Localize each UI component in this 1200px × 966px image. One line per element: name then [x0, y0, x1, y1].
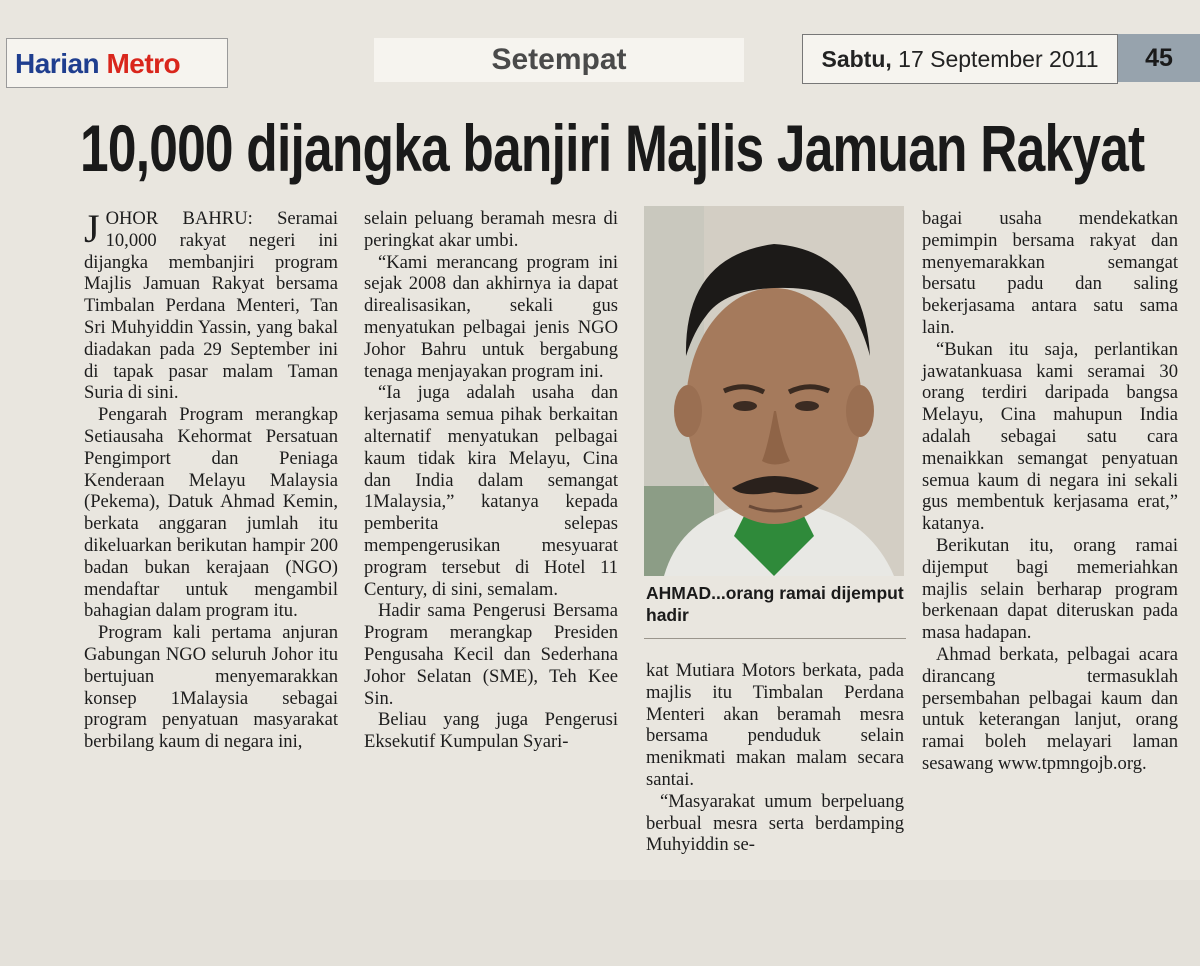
article-column-3 [646, 660, 904, 856]
paragraph: Berikutan itu, orang ramai dijemput bagi memeriahkan majlis selain berharap program berkenaan dapat diteruskan pada masa hadapan. [922, 534, 1178, 644]
article-column-4 [922, 208, 1178, 775]
publication-date [802, 34, 1118, 84]
article-column-2 [364, 208, 618, 753]
paragraph: kat Mutiara Motors berkata, pada majlis itu Timbalan Perdana Menteri akan beramah mesra bersama penduduk selain menikmati makan malam secara santai. [646, 660, 904, 790]
divider [644, 638, 906, 639]
drop-cap: J [84, 206, 100, 251]
paragraph: selain peluang beramah mesra di peringkat akar umbi. [364, 208, 618, 251]
portrait-illustration [644, 206, 904, 576]
paragraph: Pengarah Program merangkap Setiausaha Kehormat Persatuan Pengimport dan Peniaga Kenderaan Melayu Malaysia (Pekema), Datuk Ahmad Kemin, berkata anggaran jumlah itu dikeluarkan berikutan hampir 200 badan bukan kerajaan (NGO) mendaftar untuk mengambil bahagian dalam program itu. [84, 404, 338, 622]
portrait-photo [644, 206, 904, 576]
paragraph: bagai usaha mendekatkan pemimpin bersama rakyat dan menyemarakkan semangat bersatu padu dan saling bekerjasama antara satu sama lain. [922, 208, 1178, 338]
paragraph: Beliau yang juga Pengerusi Eksekutif Kumpulan Syari- [364, 709, 618, 753]
paragraph: JOHOR BAHRU: Seramai 10,000 rakyat negeri ini dijangka membanjiri program Majlis Jamuan Rakyat bersama Timbalan Perdana Menteri, Tan Sri Muhyiddin Yassin, yang bakal diadakan pada 29 September ini di tapak pasar malam Taman Suria di sini. [84, 206, 338, 404]
paragraph: “Ia juga adalah usaha dan kerjasama semua pihak berkaitan alternatif menyatukan pelbagai kaum tidak kira Melayu, Cina dan India dalam semangat 1Malaysia,” katanya kepada pemberita selepas mempengerusikan mesyuarat program tersebut di Hotel 11 Century, di sini, semalam. [364, 382, 618, 600]
logo-harian: Harian [15, 48, 100, 79]
paragraph: Hadir sama Pengerusi Bersama Program merangkap Presiden Pengusaha Kecil dan Sederhana Johor Selatan (SME), Teh Kee Sin. [364, 600, 618, 709]
page-margin [0, 880, 1200, 966]
logo-metro: Metro [106, 48, 181, 79]
paragraph: “Kami merancang program ini sejak 2008 dan akhirnya ia dapat direalisasikan, sekali gus menyatukan pelbagai jenis NGO Johor Bahru untuk bergabung tenaga menjayakan program ini. [364, 251, 618, 382]
headline: 10,000 dijangka banjiri Majlis Jamuan Rakyat [80, 111, 1145, 185]
article-column-1 [84, 208, 338, 753]
photo-caption: AHMAD...orang ramai dijemput hadir [646, 583, 904, 625]
paragraph: “Masyarakat umum berpeluang berbual mesra serta berdamping Muhyiddin se- [646, 790, 904, 856]
page-number: 45 [1118, 34, 1200, 82]
date-day: Sabtu, [821, 46, 892, 72]
section-title: Setempat [374, 38, 744, 82]
date-full: 17 September 2011 [898, 46, 1099, 72]
paragraph: Ahmad berkata, pelbagai acara dirancang termasuklah persembahan pelbagai kaum dan untuk keterangan lanjut, orang ramai boleh melayari laman sesawang www.tpmngojb.org. [922, 643, 1178, 774]
paragraph: Program kali pertama anjuran Gabungan NGO seluruh Johor itu bertujuan menyemarakkan konsep 1Malaysia sebagai program penyatuan masyarakat berbilang kaum di negara ini, [84, 622, 338, 753]
masthead-logo [6, 38, 228, 88]
paragraph: “Bukan itu saja, perlantikan jawatankuasa kami seramai 30 orang terdiri daripada bangsa Melayu, Cina mahupun India adalah sebagai satu cara menaikkan semangat penyatuan semua kaum di negara ini sekali gus membentuk kerjasama erat,” katanya. [922, 338, 1178, 535]
